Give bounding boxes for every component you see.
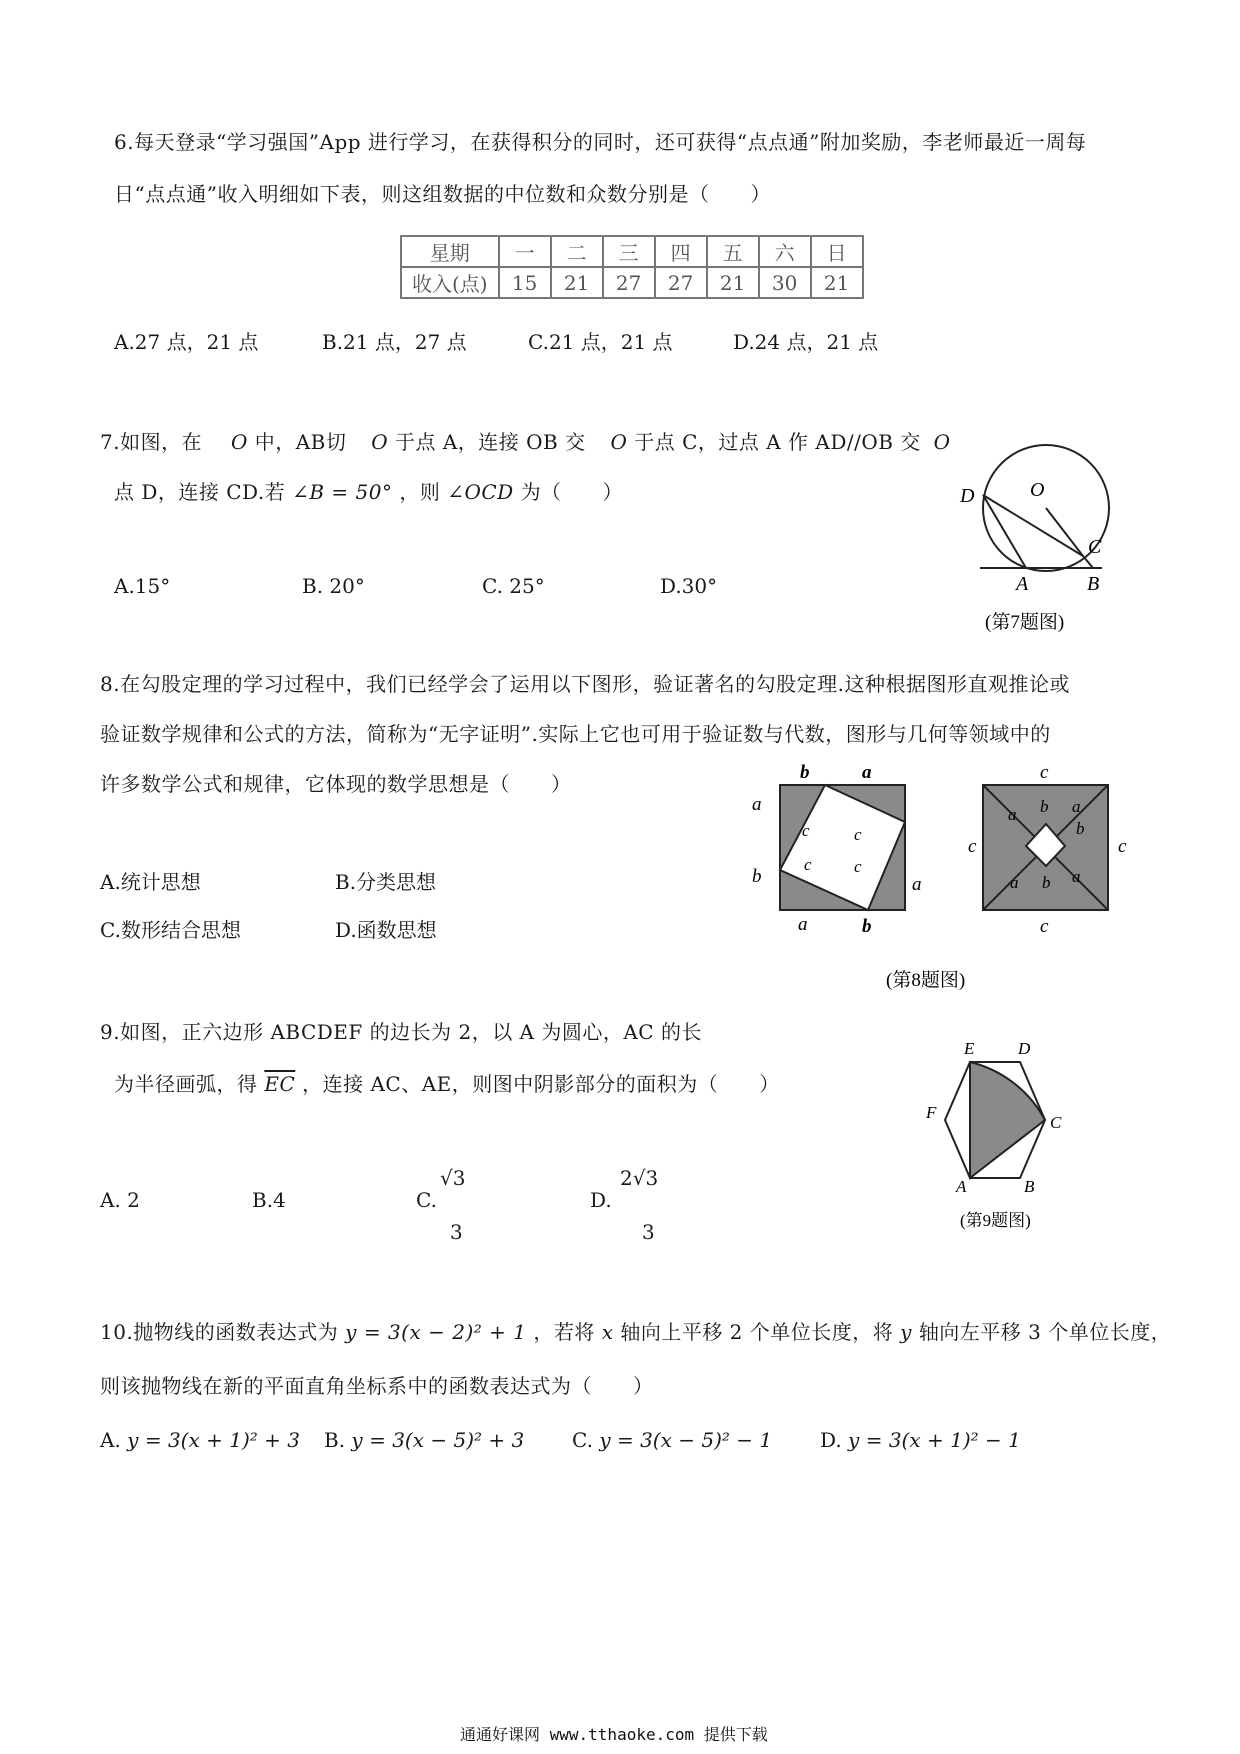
- q10-option-a[interactable]: [100, 1428, 300, 1452]
- label-c: c: [804, 855, 812, 874]
- angle-ocd: ∠OCD: [447, 480, 514, 504]
- label-c: C: [1050, 1113, 1062, 1132]
- label-a: a: [752, 794, 762, 815]
- q7-figure: [930, 440, 1130, 640]
- option-label: C.: [416, 1188, 437, 1212]
- q9-option-a[interactable]: A. 2: [100, 1188, 140, 1212]
- label-c: c: [968, 836, 977, 857]
- label-c: c: [1040, 916, 1049, 937]
- circle-symbol: O: [230, 430, 248, 454]
- q6-option-c[interactable]: C.21 点，21 点: [528, 330, 673, 354]
- label-a: a: [1072, 797, 1081, 816]
- label-c: c: [854, 825, 862, 844]
- table-cell: 四: [655, 236, 707, 267]
- arc-ec: $\overline{EC}$: [264, 1072, 296, 1096]
- table-cell: 三: [603, 236, 655, 267]
- q9-caption: (第9题图): [960, 1211, 1031, 1230]
- q6-option-b[interactable]: B.21 点，27 点: [322, 330, 467, 354]
- fraction-denominator: 3: [642, 1220, 655, 1244]
- q10-text: ，若将: [533, 1320, 595, 1344]
- footer-text: 通通好课网 www.tthaoke.com 提供下载: [460, 1725, 768, 1744]
- label-c: c: [802, 821, 810, 840]
- q7-text: 点 D，连接 CD.若: [114, 480, 286, 504]
- q8-line3: 许多数学公式和规律，它体现的数学思想是（ ）: [100, 772, 572, 796]
- table-cell: 15: [499, 267, 551, 298]
- segment-oc: [1046, 508, 1083, 556]
- q10-option-b[interactable]: [324, 1428, 524, 1452]
- circle-symbol: O: [610, 430, 628, 454]
- label-d: D: [960, 485, 975, 507]
- q10-line2: 则该抛物线在新的平面直角坐标系中的函数表达式为（ ）: [100, 1374, 654, 1398]
- q8-option-a[interactable]: A.统计思想: [100, 870, 201, 894]
- q7-line2: [114, 476, 623, 505]
- shaded-sector: [970, 1062, 1045, 1178]
- table-cell: 21: [811, 267, 863, 298]
- label-b: b: [1040, 797, 1049, 816]
- q8-line2: 验证数学规律和公式的方法，简称为“无字证明”.实际上它也可用于验证数与代数，图形与几何等领域中的: [100, 722, 1051, 746]
- q10-equation: y = 3(x − 2)² + 1: [345, 1320, 527, 1344]
- q7-text: 为（ ）: [520, 480, 624, 504]
- table-row-header: [401, 236, 863, 267]
- option-label: D.: [820, 1428, 842, 1452]
- q8-option-b[interactable]: B.分类思想: [335, 870, 437, 894]
- q9-option-b[interactable]: B.4: [252, 1188, 286, 1212]
- q9-text: 为半径画弧，得: [114, 1072, 258, 1096]
- option-equation: y = 3(x + 1)² − 1: [848, 1428, 1021, 1452]
- q7-line1: [100, 426, 951, 455]
- option-label: D.: [590, 1188, 612, 1212]
- label-b: B: [1024, 1177, 1035, 1196]
- table-row-values: [401, 267, 863, 298]
- label-a: a: [798, 914, 808, 935]
- fraction-numerator: √3: [440, 1166, 466, 1190]
- table-cell: 星期: [401, 236, 499, 267]
- label-b: b: [862, 916, 872, 937]
- q9-line2: [114, 1068, 780, 1097]
- label-c: c: [854, 857, 862, 876]
- table-cell: 21: [551, 267, 603, 298]
- option-label: B.: [324, 1428, 346, 1452]
- q6-line1: 6.每天登录“学习强国”App 进行学习，在获得积分的同时，还可获得“点点通”附加奖励，李老师最近一周每: [114, 130, 1087, 154]
- label-a: a: [862, 762, 872, 783]
- table-cell: 收入(点): [401, 267, 499, 298]
- q7-text: 于点 A，连接 OB 交: [394, 430, 586, 454]
- label-c: C: [1088, 536, 1102, 558]
- option-label: C.: [572, 1428, 593, 1452]
- q9-line1: 9.如图，正六边形 ABCDEF 的边长为 2，以 A 为圆心，AC 的长: [100, 1020, 702, 1044]
- var-x: x: [601, 1320, 614, 1344]
- q6-option-d[interactable]: D.24 点，21 点: [733, 330, 879, 354]
- table-cell: 27: [655, 267, 707, 298]
- label-a: a: [1010, 873, 1019, 892]
- q6-option-a[interactable]: A.27 点，21 点: [114, 330, 259, 354]
- label-a: A: [1016, 573, 1029, 595]
- q10-text: 轴向左平移 3 个单位长度，: [918, 1320, 1172, 1344]
- label-f: F: [926, 1103, 937, 1122]
- q10-option-c[interactable]: [572, 1428, 772, 1452]
- q7-text: 于点 C，过点 A 作 AD//OB 交: [634, 430, 921, 454]
- option-equation: y = 3(x − 5)² − 1: [599, 1428, 773, 1452]
- label-b: b: [752, 866, 762, 887]
- q7-option-d[interactable]: D.30°: [660, 574, 718, 598]
- var-y: y: [900, 1320, 912, 1344]
- label-b: b: [1042, 873, 1051, 892]
- label-a: A: [956, 1177, 967, 1196]
- q6-income-table: [400, 235, 864, 299]
- q10-text: 10.抛物线的函数表达式为: [100, 1320, 339, 1344]
- q7-text: 7.如图，在: [100, 430, 203, 454]
- option-equation: y = 3(x + 1)² + 3: [127, 1428, 300, 1452]
- angle-b: ∠B = 50°: [292, 480, 393, 504]
- table-cell: 21: [707, 267, 759, 298]
- q8-option-c[interactable]: C.数形结合思想: [100, 918, 241, 942]
- fraction-denominator: 3: [450, 1220, 463, 1244]
- table-cell: 27: [603, 267, 655, 298]
- q7-option-b[interactable]: B. 20°: [302, 574, 365, 598]
- q10-option-d[interactable]: [820, 1428, 1021, 1452]
- segment-ad: [983, 495, 1026, 568]
- table-cell: 一: [499, 236, 551, 267]
- circle-symbol: O: [371, 430, 389, 454]
- fraction-numerator: 2√3: [620, 1166, 659, 1190]
- q8-option-d[interactable]: D.函数思想: [335, 918, 437, 942]
- label-c: c: [1040, 762, 1049, 783]
- option-label: A.: [100, 1428, 121, 1452]
- table-cell: 二: [551, 236, 603, 267]
- option-equation: y = 3(x − 5)² + 3: [351, 1428, 525, 1452]
- q8-caption: (第8题图): [886, 970, 966, 991]
- q10-line1: [100, 1316, 1171, 1345]
- label-b: b: [800, 762, 810, 783]
- q9-figure: [900, 1032, 1120, 1252]
- q7-caption: (第7题图): [985, 612, 1065, 633]
- table-cell: 五: [707, 236, 759, 267]
- circle-symbol: O: [933, 430, 951, 454]
- q10-text: 轴向上平移 2 个单位长度，将: [620, 1320, 894, 1344]
- q8-figure: [740, 760, 1160, 1000]
- label-d: D: [1018, 1039, 1031, 1058]
- label-e: E: [964, 1039, 975, 1058]
- q7-text: 中，AB切: [254, 430, 347, 454]
- table-cell: 30: [759, 267, 811, 298]
- label-b: b: [1076, 819, 1085, 838]
- q7-text: ，则: [399, 480, 441, 504]
- label-c: c: [1118, 836, 1127, 857]
- label-a: a: [1008, 805, 1017, 824]
- segment-dc: [983, 495, 1083, 556]
- table-cell: 六: [759, 236, 811, 267]
- label-o: O: [1030, 479, 1045, 501]
- q7-option-a[interactable]: A.15°: [114, 574, 171, 598]
- q6-line2: 日“点点通”收入明细如下表，则这组数据的中位数和众数分别是（ ）: [114, 182, 771, 206]
- q8-line1: 8.在勾股定理的学习过程中，我们已经学会了运用以下图形，验证著名的勾股定理.这种根据图形直观推论或: [100, 672, 1070, 696]
- label-a: a: [912, 874, 922, 895]
- table-cell: 日: [811, 236, 863, 267]
- label-a: a: [1072, 867, 1081, 886]
- q7-option-c[interactable]: C. 25°: [482, 574, 545, 598]
- q9-text: ，连接 AC、AE，则图中阴影部分的面积为（ ）: [302, 1072, 780, 1096]
- label-b: B: [1087, 573, 1100, 595]
